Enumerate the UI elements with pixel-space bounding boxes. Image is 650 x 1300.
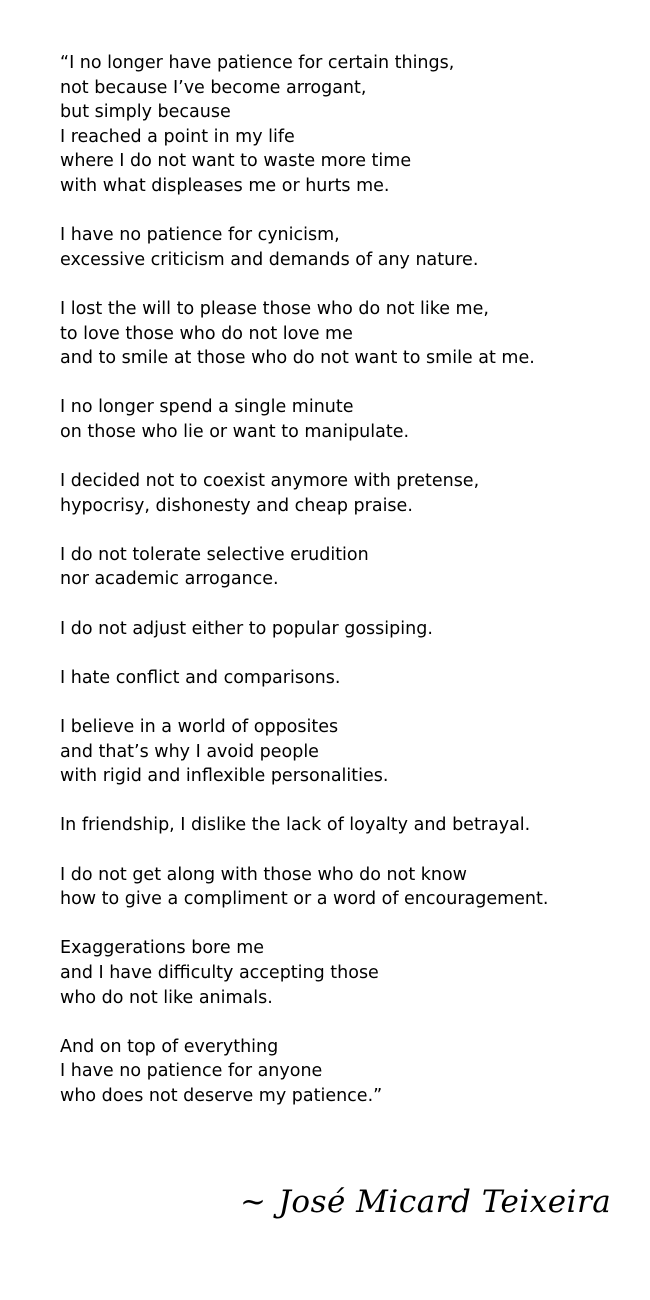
stanza — [60, 395, 630, 444]
stanza — [60, 51, 630, 199]
poem-line: and to smile at those who do not want to smile at me. — [60, 348, 535, 369]
poem-line: how to give a compliment or a word of encouragement. — [60, 889, 549, 910]
poem-line: I do not adjust either to popular gossiping. — [60, 618, 433, 639]
poem-line: I no longer spend a single minute — [60, 397, 354, 418]
poem-line: In friendship, I dislike the lack of loyalty and betrayal. — [60, 815, 531, 836]
poem-line: with what displeases me or hurts me. — [60, 175, 390, 196]
poem-line: but simply because — [60, 102, 231, 123]
poem-line: hypocrisy, dishonesty and cheap praise. — [60, 495, 413, 516]
stanza — [60, 617, 630, 642]
poem-line: and that’s why I avoid people — [60, 741, 319, 762]
poem-line: excessive criticism and demands of any nature. — [60, 249, 479, 270]
stanza — [60, 543, 630, 592]
attribution-tilde: ~ — [240, 1184, 267, 1220]
stanza — [60, 469, 630, 518]
poem-line: nor academic arrogance. — [60, 569, 279, 590]
poem-line: I do not get along with those who do not know — [60, 864, 467, 885]
poem-line: I decided not to coexist anymore with pretense, — [60, 471, 480, 492]
stanza — [60, 1035, 630, 1109]
poem-line: I do not tolerate selective erudition — [60, 544, 369, 565]
author-name: José Micard Teixeira — [278, 1184, 612, 1220]
poem-line: I believe in a world of opposites — [60, 717, 339, 738]
poem-line: I have no patience for cynicism, — [60, 225, 340, 246]
poem-line: on those who lie or want to manipulate. — [60, 421, 410, 442]
poem-line: And on top of everything — [60, 1036, 279, 1057]
stanza — [60, 666, 630, 691]
poem-line: not because I’ve become arrogant, — [60, 77, 367, 98]
poem-line: “I no longer have patience for certain things, — [60, 53, 455, 73]
poem-line: Exaggerations bore me — [60, 938, 265, 959]
poem-line: I have no patience for anyone — [60, 1061, 323, 1082]
stanza — [60, 715, 630, 789]
poem-line: where I do not want to waste more time — [60, 151, 412, 172]
poem-line: I hate conflict and comparisons. — [60, 667, 341, 688]
poem-line: I lost the will to please those who do not like me, — [60, 298, 489, 319]
poem-line: I reached a point in my life — [60, 126, 295, 147]
author-attribution — [240, 1182, 640, 1222]
poem-line: and I have difficulty accepting those — [60, 962, 379, 983]
poem-line: who do not like animals. — [60, 987, 273, 1008]
stanza — [60, 223, 630, 272]
poem-line: to love those who do not love me — [60, 323, 353, 344]
stanza — [60, 813, 630, 838]
poem-line: who does not deserve my patience.” — [60, 1085, 383, 1106]
poem-line: with rigid and inflexible personalities. — [60, 766, 389, 787]
stanza — [60, 863, 630, 912]
stanza — [60, 297, 630, 371]
poem-text — [60, 51, 630, 1133]
stanza — [60, 936, 630, 1010]
